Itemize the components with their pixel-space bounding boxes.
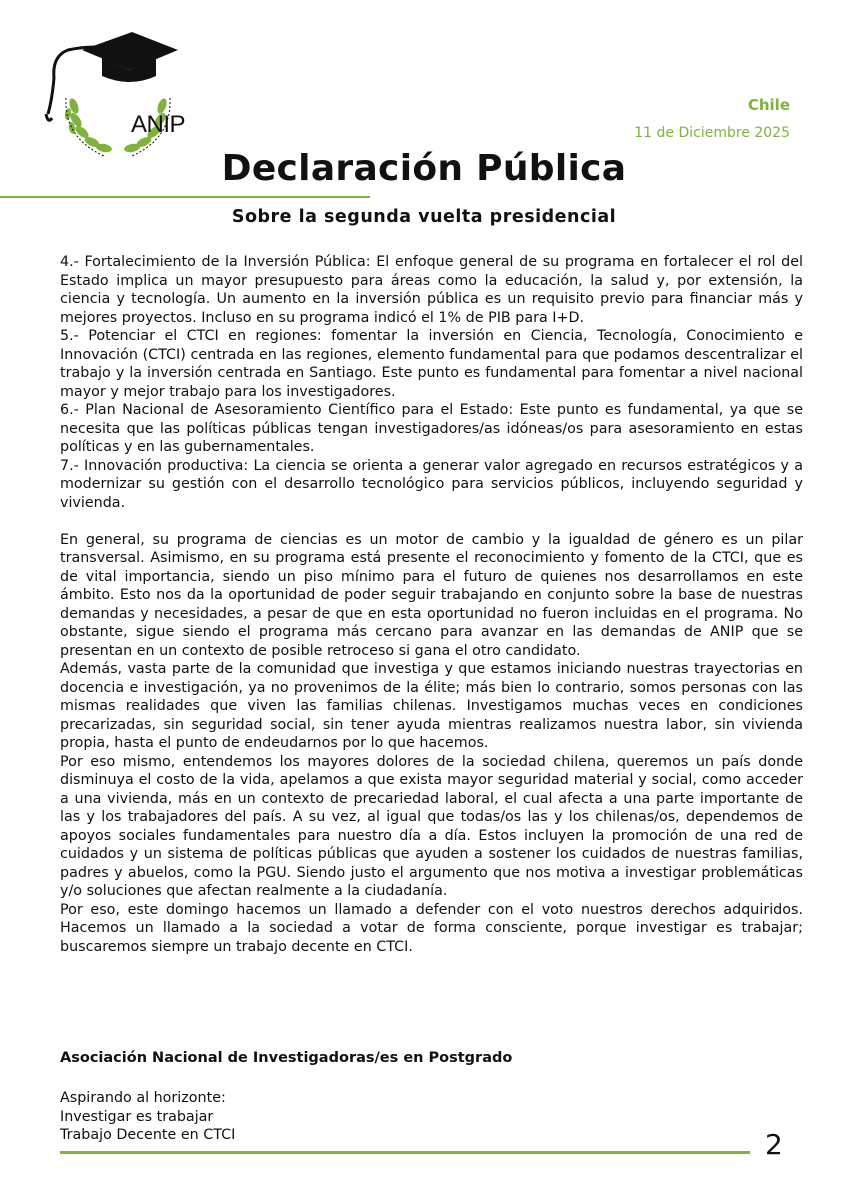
paragraph-point-4: 4.- Fortalecimiento de la Inversión Pública: El enfoque general de su programa en fortalecer el rol del Estado implica un mayor presupuesto para áreas como la educación, la salud y, por extensión, la ciencia y tecnología. Un aumento en la inversión pública es un requisito previo para financiar más y mejores proyectos. Incluso en su programa indicó el 1% de PIB para I+D.	[60, 254, 803, 326]
paragraph-spacer	[60, 512, 803, 531]
closing-line: Aspirando al horizonte:	[60, 1090, 226, 1106]
country-label: Chile	[747, 96, 790, 114]
title-divider	[0, 196, 370, 198]
paragraph-point-7: 7.- Innovación productiva: La ciencia se orienta a generar valor agregado en recursos estratégicos y a modernizar su gestión con el desarrollo tecnológico para servicios públicos, incluyendo seguridad y vivienda.	[60, 457, 803, 511]
paragraph-general: En general, su programa de ciencias es un motor de cambio y la igualdad de género es un pilar transversal. Asimismo, en su programa está presente el reconocimiento y fomento de la CTCI, que es de vital importancia, siendo un piso mínimo para el futuro de quienes nos desarrollamos en este ámbito. Esto nos da la oportunidad de poder seguir trabajando en conjunto sobre la base de nuestras demandas y necesidades, a pesar de que en esta oportunidad no fueron incluidas en el programa. No obstante, sigue siendo el programa más cercano para avanzar en las demandas de ANIP que se presentan en un contexto de posible retroceso si gana el otro candidato.	[60, 531, 803, 659]
paragraph-point-6: 6.- Plan Nacional de Asesoramiento Científico para el Estado: Este punto es fundamental, ya que se necesita que las políticas públicas tengan investigadores/as idóneas/os para asesoramiento en estas políticas y en las gubernamentales.	[60, 402, 803, 455]
anip-logo	[44, 28, 186, 160]
page-number: 2	[765, 1128, 783, 1161]
closing-line: Trabajo Decente en CTCI	[60, 1127, 236, 1143]
paragraph-point-5: 5.- Potenciar el CTCI en regiones: fomentar la inversión en Ciencia, Tecnología, Conocimiento e Innovación (CTCI) centrada en las regiones, elemento fundamental para que podamos descentralizar el trabajo y la inversión centrada en Santiago. Este punto es fundamental para fomentar a nivel nacional mayor y mejor trabajo para los investigadores.	[60, 328, 803, 400]
paragraph-por-eso-mismo: Por eso mismo, entendemos los mayores dolores de la sociedad chilena, queremos un país donde disminuya el costo de la vida, apelamos a que exista mayor seguridad material y social, como acceder a una vivienda, más en un contexto de precariedad laboral, el cual afecta a una parte importante de las y los trabajadores del país. A su vez, al igual que todas/os las y los chilenas/os, dependemos de apoyos sociales fundamentales para nuestro día a día. Estos incluyen la promoción de una red de cuidados y un sistema de políticas públicas que ayuden a sostener los cuidados de nuestras familias, padres y abuelos, como la PGU. Siendo justo el argumento que nos motiva a investigar problemáticas y/o soluciones que afectan realmente a la ciudadanía.	[60, 753, 803, 899]
paragraph-ademas: Además, vasta parte de la comunidad que investiga y que estamos iniciando nuestras trayectorias en docencia e investigación, ya no provenimos de la élite; más bien lo contrario, somos personas con las mismas realidades que viven las familias chilenas. Investigamos muchas veces en condiciones precarizadas, sin seguridad social, sin tener ayuda mientras realizamos nuestra labor, sin vivienda propia, hasta el punto de endeudarnos por lo que hacemos.	[60, 661, 803, 751]
page-title: Declaración Pública	[221, 148, 627, 189]
document-body	[60, 253, 803, 956]
signature-organization: Asociación Nacional de Investigadoras/es en Postgrado	[60, 1050, 513, 1066]
closing-line: Investigar es trabajar	[60, 1108, 214, 1125]
closing-lines	[60, 1089, 235, 1145]
page-subtitle: Sobre la segunda vuelta presidencial	[231, 207, 617, 227]
graduation-cap-laurel-icon	[44, 28, 180, 160]
logo-text: ANIP	[131, 111, 186, 138]
paragraph-por-eso: Por eso, este domingo hacemos un llamado a defender con el voto nuestros derechos adquiridos. Hacemos un llamado a la sociedad a votar de forma consciente, porque investigar es trabajar; buscaremos siempre un trabajo decente en CTCI.	[60, 901, 803, 955]
date-label: 11 de Diciembre 2025	[634, 125, 790, 141]
footer-divider	[60, 1151, 750, 1154]
